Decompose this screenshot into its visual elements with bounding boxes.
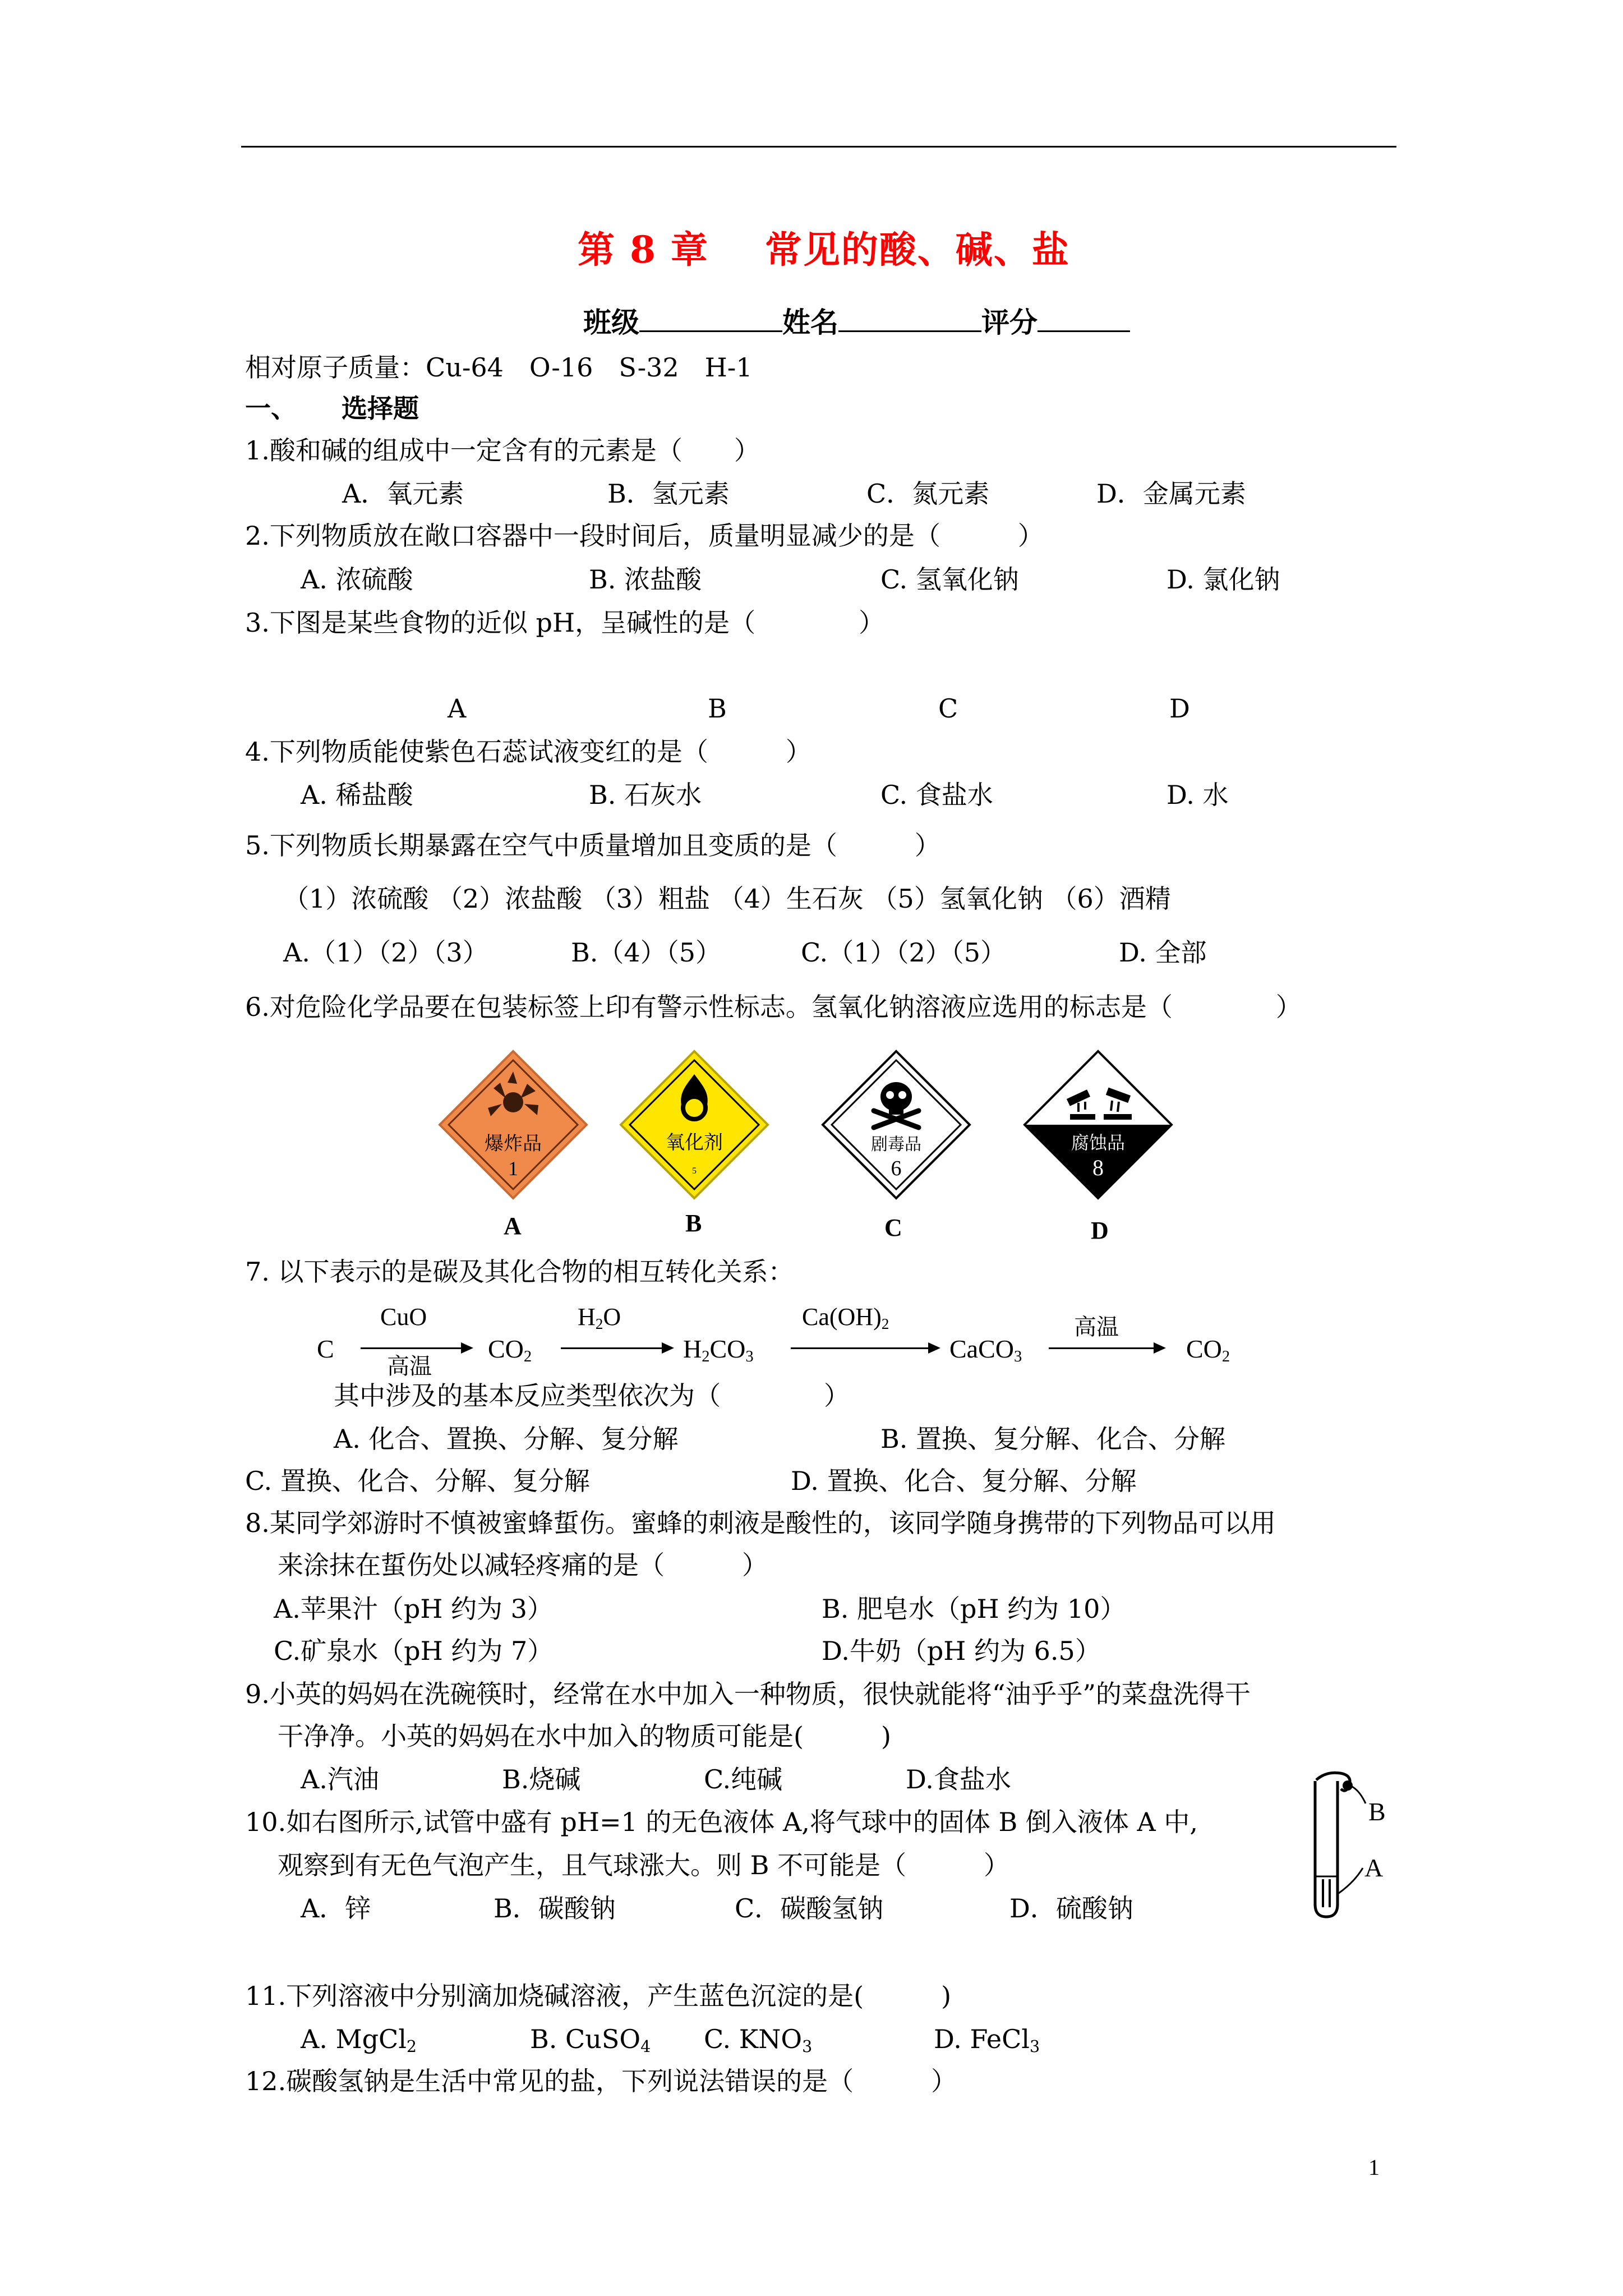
reactant-carbon: C: [317, 1335, 334, 1363]
sign-a-number: 1: [508, 1157, 518, 1180]
q9-stem-line2: 干净净。小英的妈妈在水中加入的物质可能是( ): [278, 1721, 891, 1751]
sign-d-text: 腐蚀品: [1071, 1132, 1126, 1153]
q8-stem-line2: 来涂抹在蜇伤处以减轻疼痛的是（ ）: [278, 1550, 768, 1580]
q8-option-b[interactable]: B. 肥皂水（pH 约为 10）: [822, 1594, 1126, 1624]
hazard-sign-explosive[interactable]: [437, 1049, 589, 1200]
q7-option-b[interactable]: B. 置换、复分解、化合、分解: [880, 1424, 1226, 1454]
q7-question: 其中涉及的基本反应类型依次为（ ）: [334, 1381, 850, 1411]
corrosive-icon: [1022, 1049, 1174, 1200]
q10-option-d[interactable]: D．硫酸钠: [1009, 1893, 1133, 1924]
reagent-h2o: $H_2O$: [578, 1303, 621, 1332]
explosive-icon: [437, 1049, 589, 1200]
q7-stem: 7. 以下表示的是碳及其化合物的相互转化关系：: [245, 1257, 794, 1287]
product-co2-2: $CO_2$: [1186, 1335, 1230, 1366]
reagent-cuo: CuO: [380, 1303, 427, 1331]
arrow-2: [561, 1347, 672, 1349]
q5-option-c[interactable]: C.（1）（2）（5）: [801, 937, 1006, 968]
q9-option-c[interactable]: C.纯碱: [704, 1764, 783, 1795]
sign-c-text: 剧毒品: [871, 1135, 921, 1154]
q9-option-a[interactable]: A.汽油: [301, 1764, 379, 1795]
header-rule: [241, 146, 1396, 148]
page-number: 1: [1368, 2155, 1380, 2180]
product-h2co3: $H_2CO_3$: [683, 1335, 754, 1366]
q10-option-a[interactable]: A．锌: [301, 1893, 371, 1924]
q10-option-b[interactable]: B．碳酸钠: [494, 1893, 616, 1924]
class-label: 班级: [583, 306, 639, 339]
product-co2-1: $CO_2$: [488, 1335, 532, 1366]
section-name: 选择题: [342, 393, 419, 424]
sign-a-label: A: [504, 1212, 522, 1240]
oxidizer-icon: [619, 1049, 770, 1200]
q4-option-a[interactable]: A. 稀盐酸: [301, 780, 413, 810]
hazard-sign-toxic[interactable]: [820, 1049, 972, 1200]
sign-d-label: D: [1091, 1217, 1109, 1244]
q9-stem-line1: 9.小英的妈妈在洗碗筷时，经常在水中加入一种物质，很快就能将“油乎乎”的菜盘洗得干: [245, 1679, 1251, 1709]
q1-option-d[interactable]: D．金属元素: [1096, 478, 1246, 509]
condition-heat-1: 高温: [387, 1354, 432, 1379]
q3-option-d[interactable]: D: [1169, 693, 1190, 724]
q10-stem-line2: 观察到有无色气泡产生，且气球涨大。则 B 不可能是（ ）: [278, 1850, 1010, 1880]
q12-stem: 12.碳酸氢钠是生活中常见的盐，下列说法错误的是（ ）: [245, 2066, 957, 2096]
q3-option-b[interactable]: B: [708, 693, 727, 724]
q7-option-d[interactable]: D. 置换、化合、复分解、分解: [791, 1466, 1137, 1496]
q11-option-d[interactable]: D. FeCl$_3$: [934, 2024, 1040, 2056]
q2-option-c[interactable]: C. 氢氧化钠: [880, 564, 1019, 595]
sign-b-number: 5: [692, 1166, 697, 1176]
score-label: 评分: [981, 306, 1038, 339]
q5-option-d[interactable]: D. 全部: [1119, 937, 1207, 968]
q4-option-b[interactable]: B. 石灰水: [589, 780, 702, 810]
q11-stem: 11.下列溶液中分别滴加烧碱溶液，产生蓝色沉淀的是( ): [245, 1981, 952, 2011]
q8-stem-line1: 8.某同学郊游时不慎被蜜蜂蜇伤。蜜蜂的刺液是酸性的，该同学随身携带的下列物品可以用: [245, 1508, 1276, 1538]
q10-stem-line1: 10.如右图所示,试管中盛有 pH=1 的无色液体 A,将气球中的固体 B 倒入液体 A 中,: [245, 1807, 1198, 1837]
reagent-caoh2: $Ca(OH)_2$: [802, 1303, 889, 1332]
sign-c-number: 6: [891, 1157, 902, 1180]
q4-option-c[interactable]: C. 食盐水: [880, 780, 993, 810]
skull-icon: [820, 1049, 972, 1200]
q1-option-a[interactable]: A．氧元素: [342, 478, 464, 509]
sign-a-text: 爆炸品: [485, 1133, 542, 1155]
q3-stem: 3.下图是某些食物的近似 pH，呈碱性的是（ ）: [245, 608, 885, 638]
q11-option-b[interactable]: B. CuSO$_4$: [530, 2024, 651, 2056]
q4-option-d[interactable]: D. 水: [1166, 780, 1229, 810]
q2-option-b[interactable]: B. 浓盐酸: [589, 564, 702, 595]
q8-option-a[interactable]: A.苹果汁（pH 约为 3）: [274, 1594, 553, 1624]
chapter-number: 第 8 章: [578, 228, 709, 272]
section-number: 一、: [245, 393, 297, 424]
q5-items: （1）浓硫酸 （2）浓盐酸 （3）粗盐 （4）生石灰 （5）氢氧化钠 （6）酒精: [283, 884, 1171, 914]
q2-option-a[interactable]: A. 浓硫酸: [301, 564, 413, 595]
q6-stem: 6.对危险化学品要在包装标签上印有警示性标志。氢氧化钠溶液应选用的标志是（ ）: [245, 992, 1302, 1022]
q11-option-c[interactable]: C. $KNO_3$: [704, 2024, 813, 2056]
q1-stem: 1.酸和碱的组成中一定含有的元素是（ ）: [245, 435, 760, 466]
section-heading: [245, 392, 419, 425]
q9-option-d[interactable]: D.食盐水: [906, 1764, 1011, 1795]
condition-heat-2: 高温: [1074, 1314, 1119, 1340]
product-caco3: CaCO$_3$: [949, 1335, 1022, 1366]
hazard-sign-corrosive[interactable]: [1022, 1049, 1174, 1200]
hazard-sign-oxidizer[interactable]: [619, 1049, 770, 1200]
q11-option-a[interactable]: A. MgCl$_2$: [301, 2024, 417, 2056]
chapter-title: 常见的酸、碱、盐: [764, 228, 1070, 272]
arrow-1: [361, 1347, 471, 1349]
q2-option-d[interactable]: D. 氯化钠: [1166, 564, 1280, 595]
arrow-3: [791, 1347, 938, 1349]
q9-option-b[interactable]: B.烧碱: [502, 1764, 581, 1795]
q3-option-c[interactable]: C: [938, 693, 958, 724]
class-blank[interactable]: [639, 306, 782, 332]
q3-option-a[interactable]: A: [448, 693, 467, 724]
arrow-4: [1049, 1347, 1164, 1349]
sign-b-text: 氧化剂: [666, 1131, 723, 1154]
name-blank[interactable]: [838, 306, 981, 332]
score-blank[interactable]: [1038, 306, 1130, 332]
sign-b-label: B: [685, 1209, 702, 1237]
q8-option-d[interactable]: D.牛奶（pH 约为 6.5）: [822, 1636, 1101, 1666]
atomic-masses: 相对原子质量：Cu-64 O-16 S-32 H-1: [245, 352, 753, 383]
student-info: [583, 300, 1130, 341]
q7-option-a[interactable]: A. 化合、置换、分解、复分解: [334, 1424, 679, 1454]
test-tube-icon: [1304, 1770, 1399, 1921]
q1-option-c[interactable]: C．氮元素: [866, 478, 990, 509]
q5-stem: 5.下列物质长期暴露在空气中质量增加且变质的是（ ）: [245, 830, 940, 861]
label-b: B: [1368, 1797, 1386, 1826]
sign-d-number: 8: [1092, 1155, 1104, 1180]
q4-stem: 4.下列物质能使紫色石蕊试液变红的是（ ）: [245, 737, 811, 767]
q1-option-b[interactable]: B．氢元素: [607, 478, 730, 509]
q10-option-c[interactable]: C．碳酸氢钠: [735, 1893, 884, 1924]
q5-option-b[interactable]: B.（4）（5）: [571, 937, 721, 968]
sign-c-label: C: [884, 1214, 902, 1241]
q7-option-c[interactable]: C. 置换、化合、分解、复分解: [245, 1466, 590, 1496]
name-label: 姓名: [782, 306, 838, 339]
q8-option-c[interactable]: C.矿泉水（pH 约为 7）: [274, 1636, 554, 1666]
test-tube-figure: [1304, 1770, 1399, 1921]
q2-stem: 2.下列物质放在敞口容器中一段时间后，质量明显减少的是（ ）: [245, 521, 1044, 551]
page-title: [578, 220, 1070, 273]
label-a: A: [1364, 1853, 1384, 1882]
q5-option-a[interactable]: A.（1）（2）（3）: [283, 937, 488, 968]
